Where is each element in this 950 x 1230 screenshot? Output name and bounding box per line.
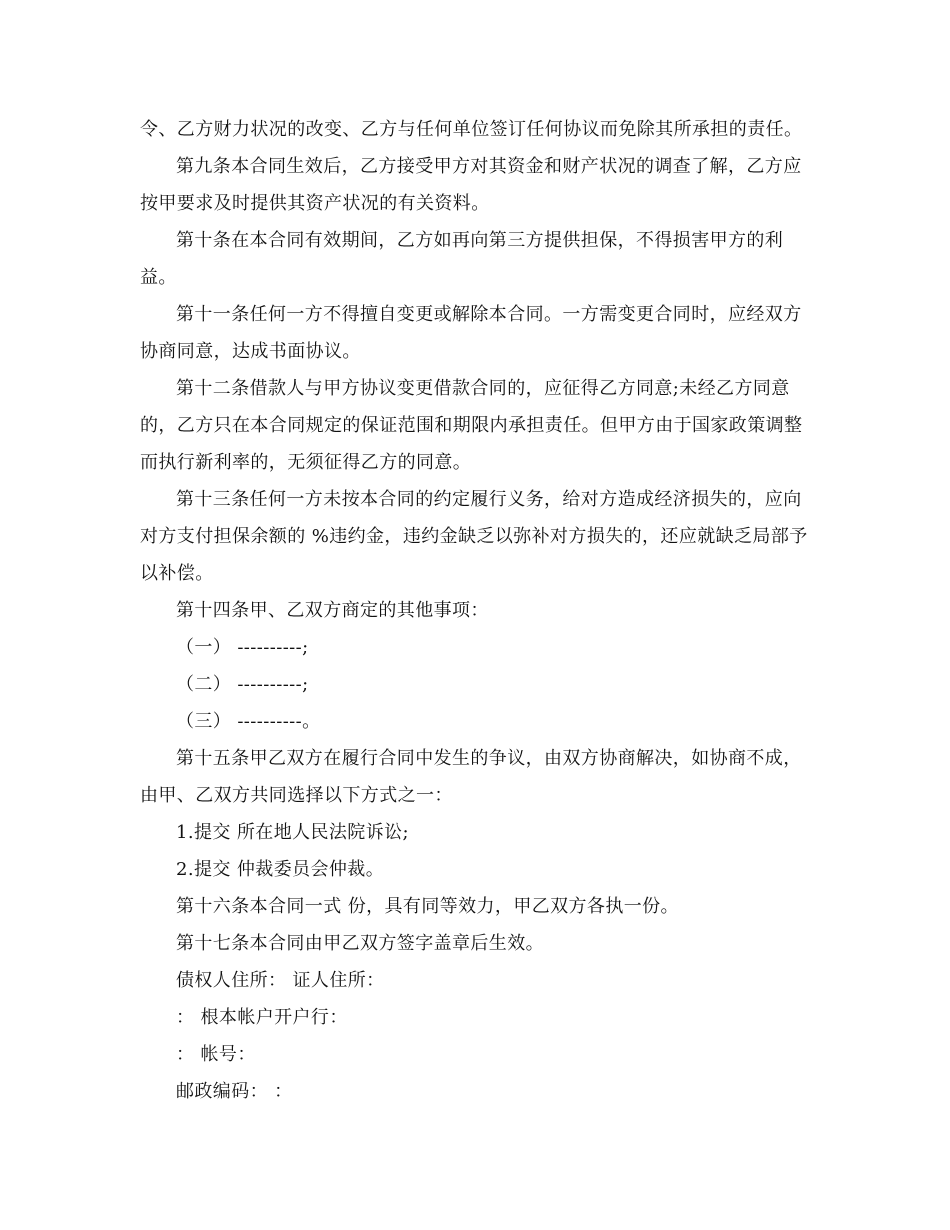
article-12-line-3: 而执行新利率的，无须征得乙方的同意。 [140, 452, 472, 473]
article-13-line-1: 第十三条任何一方未按本合同的约定履行义务，给对方造成经济损失的，应向 [176, 489, 802, 510]
article-14-heading: 第十四条甲、乙双方商定的其他事项： [176, 600, 489, 621]
signature-address-field: 债权人住所： 证人住所： [176, 970, 385, 991]
list-item: （二） ----------; [176, 674, 309, 695]
list-item: （一） ----------; [176, 637, 309, 658]
article-10-line-2: 益。 [140, 267, 177, 288]
option-litigation: 1.提交 所在地人民法院诉讼; [176, 822, 409, 843]
signature-account-field: ： 帐号： [176, 1044, 256, 1065]
article-15-line-2: 由甲、乙双方共同选择以下方式之一： [140, 785, 453, 806]
article-17: 第十七条本合同由甲乙双方签字盖章后生效。 [176, 933, 544, 954]
article-12-line-2: 的，乙方只在本合同规定的保证范围和期限内承担责任。但甲方由于国家政策调整 [140, 415, 803, 436]
article-11-line-1: 第十一条任何一方不得擅自变更或解除本合同。一方需变更合同时，应经双方 [176, 304, 802, 325]
article-13-line-2: 对方支付担保余额的 %违约金，违约金缺乏以弥补对方损失的，还应就缺乏局部予 [140, 526, 808, 547]
article-9-line-1: 第九条本合同生效后，乙方接受甲方对其资金和财产状况的调查了解，乙方应 [176, 156, 802, 177]
text-line: 令、乙方财力状况的改变、乙方与任何单位签订任何协议而免除其所承担的责任。 [140, 119, 803, 140]
option-arbitration: 2.提交 仲裁委员会仲裁。 [176, 859, 385, 880]
article-10-line-1: 第十条在本合同有效期间，乙方如再向第三方提供担保，不得损害甲方的利 [176, 230, 784, 251]
article-13-line-3: 以补偿。 [140, 563, 214, 584]
article-9-line-2: 按甲要求及时提供其资产状况的有关资料。 [140, 193, 490, 214]
list-item: （三） ----------。 [176, 711, 321, 732]
signature-bank-field: ： 根本帐户开户行： [176, 1007, 348, 1028]
signature-postcode-field: 邮政编码： ： [176, 1081, 293, 1102]
article-15-line-1: 第十五条甲乙双方在履行合同中发生的争议，由双方协商解决，如协商不成， [176, 748, 802, 769]
article-11-line-2: 协商同意，达成书面协议。 [140, 341, 361, 362]
article-16: 第十六条本合同一式 份，具有同等效力，甲乙双方各执一份。 [176, 896, 679, 917]
article-12-line-1: 第十二条借款人与甲方协议变更借款合同的，应征得乙方同意;未经乙方同意 [176, 378, 790, 399]
